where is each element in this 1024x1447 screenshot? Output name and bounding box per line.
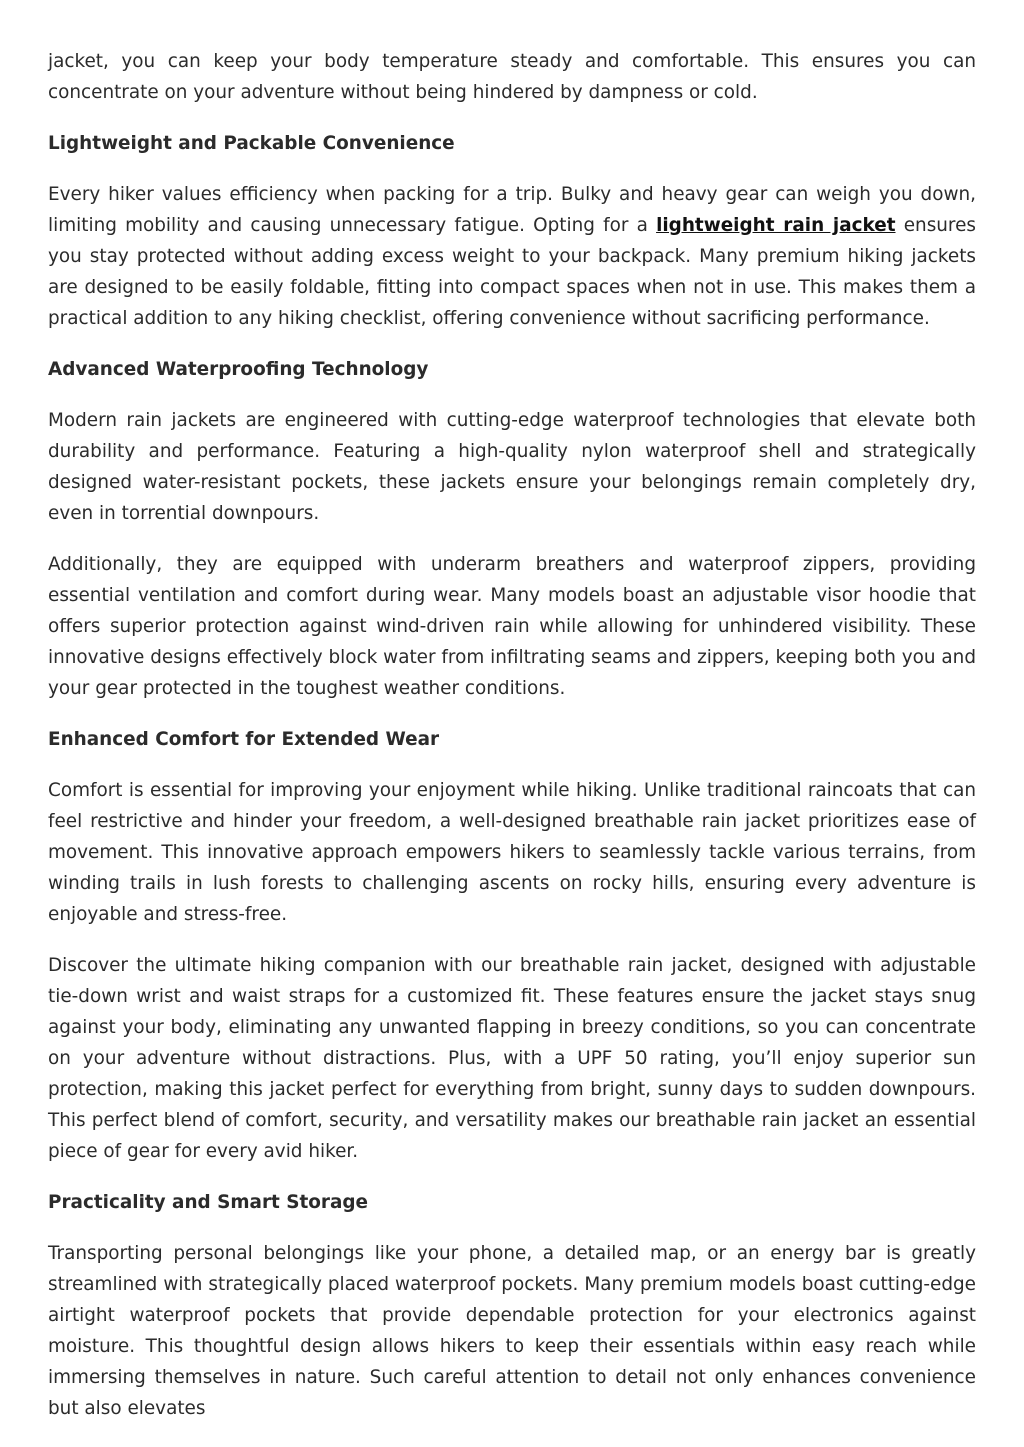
body-paragraph: Modern rain jackets are engineered with cutting-edge waterproof technologies that elevate both durability and performance. Featuring a high-quality nylon waterproof shell and strategically designed water-resistant pockets, these jackets ensure your belongings remain completely dry, even in torrential downpours.: [48, 410, 976, 524]
paragraph-text: Every hiker values efficiency when packing for a trip. Bulky and heavy gear can weigh you down, limiting mobility and causing unnecessary fatigue. Opting for a: [48, 184, 976, 236]
section-heading: Practicality and Smart Storage: [48, 1192, 368, 1213]
section-heading: Lightweight and Packable Convenience: [48, 133, 455, 154]
section-heading: Enhanced Comfort for Extended Wear: [48, 729, 440, 750]
body-paragraph: [48, 179, 976, 334]
document-page: [48, 46, 976, 1444]
lightweight-rain-jacket-link[interactable]: lightweight rain jacket: [656, 215, 896, 236]
section-heading: Advanced Waterproofing Technology: [48, 359, 429, 380]
body-paragraph: Comfort is essential for improving your enjoyment while hiking. Unlike traditional raincoats that can feel restrictive and hinder your freedom, a well-designed breathable rain jacket prioritizes ease of movement. This innovative approach empowers hikers to seamlessly tackle various terrains, from winding trails in lush forests to challenging ascents on rocky hills, ensuring every adventure is enjoyable and stress-free.: [48, 780, 976, 925]
body-paragraph: jacket, you can keep your body temperature steady and comfortable. This ensures you can concentrate on your adventure without being hindered by dampness or cold.: [48, 51, 976, 103]
paragraph-text: ensures you stay protected without adding excess weight to your backpack. Many premium hiking jackets are designed to be easily foldable, fitting into compact spaces when not in use. This makes them a practical addition to any hiking checklist, offering convenience without sacrificing performance.: [48, 215, 976, 329]
body-paragraph: Additionally, they are equipped with underarm breathers and waterproof zippers, providing essential ventilation and comfort during wear. Many models boast an adjustable visor hoodie that offers superior protection against wind-driven rain while allowing for unhindered visibility. These innovative designs effectively block water from infiltrating seams and zippers, keeping both you and your gear protected in the toughest weather conditions.: [48, 554, 976, 699]
body-paragraph: Discover the ultimate hiking companion with our breathable rain jacket, designed with adjustable tie-down wrist and waist straps for a customized fit. These features ensure the jacket stays snug against your body, eliminating any unwanted flapping in breezy conditions, so you can concentrate on your adventure without distractions. Plus, with a UPF 50 rating, you’ll enjoy superior sun protection, making this jacket perfect for everything from bright, sunny days to sudden downpours. This perfect blend of comfort, security, and versatility makes our breathable rain jacket an essential piece of gear for every avid hiker.: [48, 955, 976, 1162]
body-paragraph: Transporting personal belongings like your phone, a detailed map, or an energy bar is greatly streamlined with strategically placed waterproof pockets. Many premium models boast cutting-edge airtight waterproof pockets that provide dependable protection for your electronics against moisture. This thoughtful design allows hikers to keep their essentials within easy reach while immersing themselves in nature. Such careful attention to detail not only enhances convenience but also elevates: [48, 1243, 976, 1419]
